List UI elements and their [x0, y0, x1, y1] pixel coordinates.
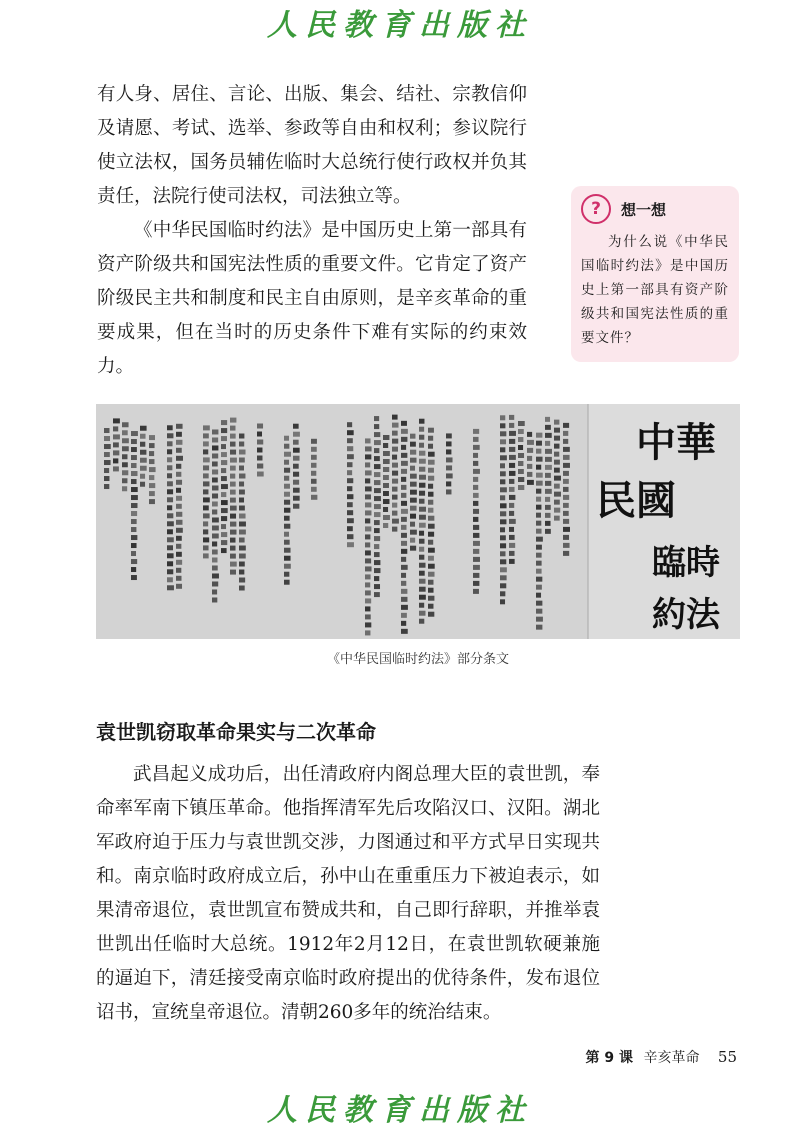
- section-title: 袁世凯窃取革命果实与二次革命: [96, 720, 376, 744]
- page-number: 55: [717, 1048, 737, 1066]
- think-box-header: [581, 194, 729, 224]
- image-calligraphy-linshi: 臨時: [652, 543, 720, 583]
- publisher-header-logo: 人民教育出版社: [267, 8, 533, 43]
- section-paragraph: 武昌起义成功后，出任清政府内阁总理大臣的袁世凯，奉命率军南下镇压革命。他指挥清军先后攻陷汉口、汉阳。湖北军政府迫于压力与袁世凯交涉，力图通过和平方式早日实现共和。南京临时政府成立后，孙中山在重重压力下被迫表示，如果清帝退位，袁世凯宣布赞成共和，自己即行辞职，并推举袁世凯出任临时大总统。1912年2月12日，在袁世凯软硬兼施的逼迫下，清廷接受南京临时政府提出的优待条件，发布退位诏书，宣统皇帝退位。清朝260多年的统治结束。: [96, 764, 600, 1023]
- question-icon: ?: [581, 194, 611, 224]
- think-box-title: 想一想: [621, 200, 667, 219]
- publisher-footer-logo: 人民教育出版社: [267, 1093, 533, 1128]
- body-paragraph-1: 有人身、居住、言论、出版、集会、结社、宗教信仰及请愿、考试、选举、参政等自由和权利；参议院行使立法权，国务员辅佐临时大总统行使行政权并负其责任，法院行使司法权，司法独立等。: [97, 84, 527, 207]
- think-about-it-box: [571, 186, 739, 362]
- think-box-question: 为什么说《中华民国临时约法》是中国历史上第一部具有资产阶级共和国宪法性质的重要文件？: [581, 234, 729, 346]
- figure-caption: 《中华民国临时约法》部分条文: [326, 652, 509, 667]
- image-calligraphy-minguo: 民國: [596, 477, 676, 524]
- document-scan-image: [96, 404, 740, 639]
- provisional-constitution-photo: [96, 404, 740, 639]
- page-footer: [586, 1047, 738, 1067]
- image-calligraphy-yuefa: 約法: [652, 595, 720, 635]
- image-calligraphy-zhonghua: 中華: [636, 419, 716, 466]
- footer-lesson-number: 第 9 课: [585, 1050, 633, 1066]
- body-paragraph-2: 《中华民国临时约法》是中国历史上第一部具有资产阶级共和国宪法性质的重要文件。它肯定了资产阶级民主共和制度和民主自由原则，是辛亥革命的重要成果，但在当时的历史条件下难有实际的约束效力。: [97, 220, 527, 377]
- footer-lesson-title: 辛亥革命: [643, 1050, 700, 1066]
